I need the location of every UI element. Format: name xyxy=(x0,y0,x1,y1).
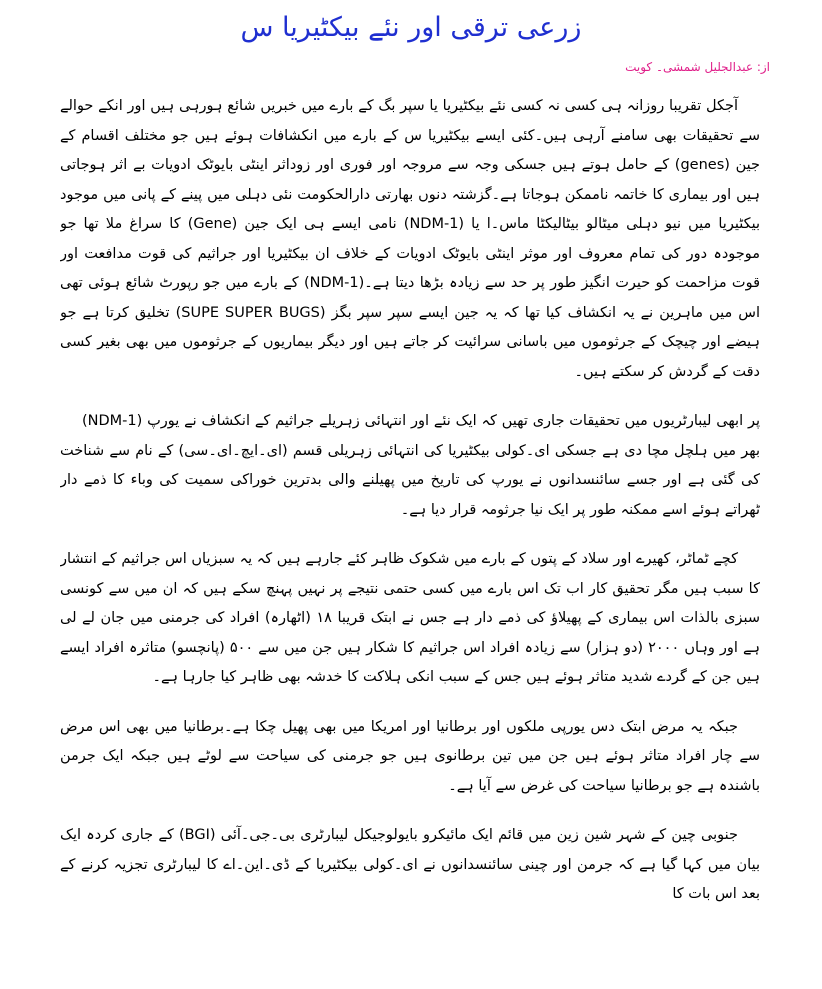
paragraph-3: کچے ٹماٹر، کھیرے اور سلاد کے پتوں کے بارے میں شکوک ظاہر کئے جارہے ہیں کہ یہ سبزیاں اس جراثیم کے انتشار کا سبب ہیں مگر تحقیق کار اب تک اس بارے میں کسی حتمی نتیجے پر نہیں پہنچ سکے ہیں کہ ان میں سے کونسی سبزی بالذات اس بیماری کے پھیلاؤ کی ذمے دار ہے جس نے ابتک قریبا ۱۸ (اٹھارہ) افراد کی جرمنی میں جان لے لی ہے اور وہاں ۲۰۰۰ (دو ہزار) سے زیادہ افراد اس جراثیم کا شکار ہیں جن میں سے ۵۰۰ (پانچسو) متاثرہ افراد ایسے ہیں جن کے گردے شدید متاثر ہوئے ہیں جس کے سبب انکی ہلاکت کا خدشہ بھی ظاہر کیا جارہا ہے۔ xyxy=(60,551,760,685)
paragraph-4: جبکہ یہ مرض ابتک دس یورپی ملکوں اور برطانیا اور امریکا میں بھی پھیل چکا ہے۔برطانیا میں بھی اس مرض سے چار افراد متاثر ہوئے ہیں جن میں تین برطانوی ہیں جو جرمنی کی سیاحت سے لوٹے ہیں جبکہ ایک جرمن باشندہ ہے جو برطانیا سیاحت کی غرض سے آیا ہے۔ xyxy=(60,718,760,794)
paragraph-1: آجکل تقریبا روزانہ ہی کسی نہ کسی نئے بیکٹیریا یا سپر بگ کے بارے میں خبریں شائع ہورہی ہیں اور انکے حوالے سے تحقیقات بھی سامنے آرہی ہیں۔کئی ایسے بیکٹیریا س کے بارے میں انکشافات ہوئے ہیں جو مختلف اقسام کے جین (genes) کے حامل ہوتے ہیں جسکی وجہ سے مروجہ اور فوری اور زوداثر اینٹی بایوٹک ادویات بے اثر ہوجاتی ہیں اور بیماری کا خاتمہ ناممکن ہوجاتا ہے۔گزشتہ دنوں بھارتی دارالحکومت نئی دہلی میں پینے کے پانی میں موجود بیکٹیریا میں نیو دہلی میٹالو بیٹالیکٹا ماس۔ا یا (NDM-1) نامی ایسے ہی ایک جین (Gene) کا سراغ ملا تھا جو موجودہ دور کی تمام معروف اور موثر اینٹی بایوٹک ادویات کے خلاف ان بیکٹیریا اور جراثیم کی قوت مدافعت اور قوت مزاحمت کو حیرت انگیز طور پر حد سے زیادہ بڑھا دیتا ہے۔(NDM-1) کے بارے میں جو رپورٹ شائع ہوئی تھی اس میں ماہرین نے یہ انکشاف کیا تھا کہ یہ جین ایسے سپر سپر بگز (SUPE SUPER BUGS) تخلیق کرتا ہے جو ہیضے اور چیچک کے جرثوموں میں باسانی سرائیت کر جاتے ہیں اور دیگر بیماریوں کے جرثوموں میں بھی بغیر کسی دقت کے گردش کر سکتے ہیں۔ xyxy=(60,98,760,380)
paragraph-5: جنوبی چین کے شہر شین زین میں قائم ایک مائیکرو بایولوجیکل لیبارٹری بی۔جی۔آئی (BGI) کے جاری کردہ ایک بیان میں کہا گیا ہے کہ جرمن اور چینی سائنسدانوں نے ای۔کولی بیکٹیریا کے ڈی۔این۔اے کا لیبارٹری تجزیہ کرنے کے بعد اس بات کا xyxy=(60,827,760,902)
article-body xyxy=(60,92,760,989)
article-title: زرعی ترقی اور نئے بیکٹیریا س xyxy=(240,12,582,43)
author-byline: از: عبدالجلیل شمشی۔ کویت xyxy=(625,60,770,74)
paragraph-2: (NDM-1) پر ابھی لیبارٹریوں میں تحقیقات جاری تھیں کہ ایک نئے اور انتہائی زہریلے جراثیم کے انکشاف نے یورپ بھر میں ہلچل مچا دی ہے جسکی ای۔کولی بیکٹیریا کی انتہائی زہریلی قسم (ای۔ایچ۔ای۔سی) کے نام سے شناخت کی گئی ہے اور جسے سائنسدانوں نے یورپ کی تاریخ میں پھیلنے والی بدترین خوراکی سمیت کی وباء کا ذمے دار ٹھراتے ہوئے اسے ممکنہ طور پر ایک نیا جرثومہ قرار دیا ہے۔ xyxy=(60,413,760,518)
